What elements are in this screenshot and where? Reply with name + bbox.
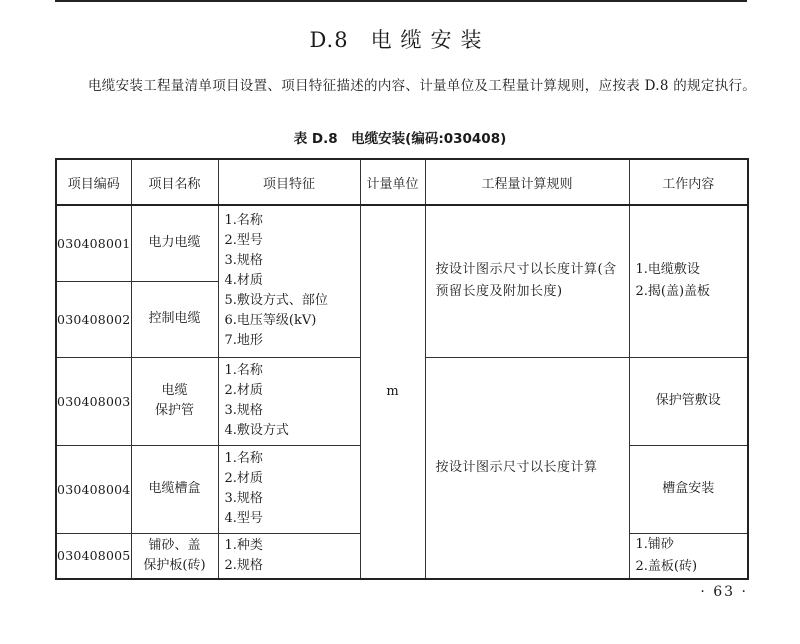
- work-line: 1.铺砂: [635, 536, 674, 552]
- feature-line: 2.型号: [224, 233, 263, 249]
- header-features: 项目特征: [218, 159, 360, 205]
- header-name: 项目名称: [131, 159, 218, 205]
- work-content-sand: [629, 533, 748, 579]
- item-code: 030408003: [56, 357, 131, 445]
- section-title-text: 电缆安装: [370, 28, 491, 52]
- work-content-trough: 槽盒安装: [629, 445, 748, 533]
- item-code: 030408002: [56, 281, 131, 357]
- feature-line: 3.规格: [224, 491, 263, 506]
- item-name: [131, 533, 218, 579]
- feature-line: 7.地形: [224, 333, 263, 349]
- header-row: [56, 159, 748, 205]
- work-content-pipe: 保护管敷设: [629, 357, 748, 445]
- feature-line: 4.型号: [224, 511, 263, 526]
- feature-line: 2.材质: [224, 383, 263, 398]
- feature-line: 1.名称: [224, 363, 263, 378]
- feature-line: 3.规格: [224, 403, 263, 418]
- feature-line: 1.名称: [224, 213, 263, 229]
- work-line: 2.揭(盖)盖板: [635, 284, 711, 300]
- top-rule: [55, 0, 747, 2]
- work-content-cable: [629, 205, 748, 357]
- item-code: 030408005: [56, 533, 131, 579]
- item-name-line: 电缆 保护管: [154, 383, 194, 418]
- intro-paragraph: 电缆安装工程量清单项目设置、项目特征描述的内容、计量单位及工程量计算规则，应按表 D.8 的规定执行。: [88, 78, 757, 94]
- item-features-sand: [218, 533, 360, 579]
- header-unit: 计量单位: [360, 159, 425, 205]
- feature-line: 2.规格: [224, 557, 263, 573]
- header-code: 项目编码: [56, 159, 131, 205]
- page-number: · 63 ·: [700, 584, 748, 600]
- item-name-line: 铺砂、盖 保护板(砖): [143, 537, 206, 573]
- calc-rule-other: 按设计图示尺寸以长度计算: [425, 357, 629, 579]
- cable-installation-table: [55, 158, 749, 580]
- measure-unit: m: [360, 205, 425, 579]
- feature-line: 2.材质: [224, 471, 263, 486]
- item-features-cable: [218, 205, 360, 357]
- section-title: [0, 24, 800, 54]
- section-number: D.8: [309, 28, 349, 52]
- item-code: 030408001: [56, 205, 131, 281]
- feature-line: 1.种类: [224, 537, 263, 553]
- table-row: [56, 205, 748, 281]
- item-name: [131, 357, 218, 445]
- header-work: 工作内容: [629, 159, 748, 205]
- feature-line: 6.电压等级(kV): [224, 313, 317, 329]
- item-name: 电力电缆: [131, 205, 218, 281]
- item-code: 030408004: [56, 445, 131, 533]
- calc-rule-cable: 按设计图示尺寸以长度计算(含预留长度及附加长度): [425, 205, 629, 357]
- item-name: 控制电缆: [131, 281, 218, 357]
- feature-line: 5.敷设方式、部位: [224, 293, 328, 309]
- feature-line: 4.敷设方式: [224, 423, 289, 438]
- work-line: 1.电缆敷设: [635, 262, 700, 278]
- table-caption: 表 D.8 电缆安装(编码:030408): [293, 131, 507, 147]
- header-rule: 工程量计算规则: [425, 159, 629, 205]
- feature-line: 4.材质: [224, 273, 263, 289]
- item-name: 电缆槽盒: [131, 445, 218, 533]
- feature-line: 1.名称: [224, 451, 263, 466]
- feature-line: 3.规格: [224, 253, 263, 269]
- item-features-trough: [218, 445, 360, 533]
- item-features-pipe: [218, 357, 360, 445]
- work-line: 2.盖板(砖): [635, 558, 698, 574]
